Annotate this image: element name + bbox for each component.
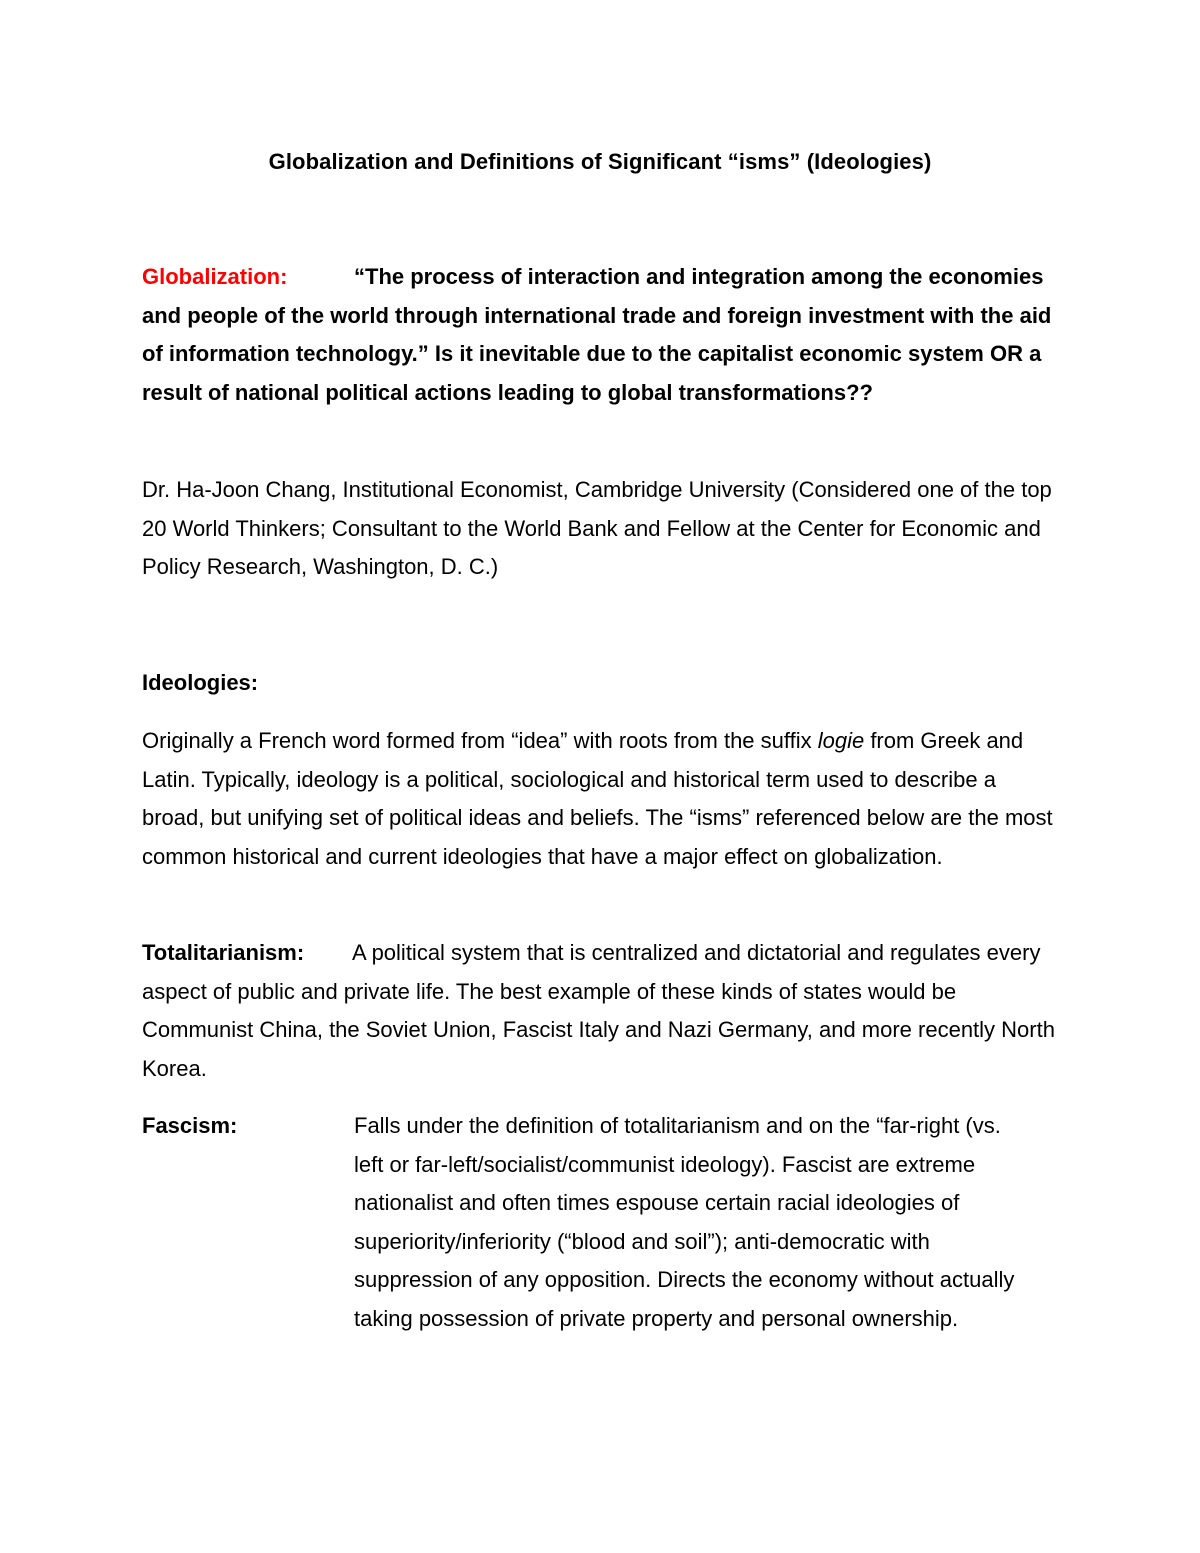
ideologies-italic-word: logie bbox=[817, 728, 865, 753]
fascism-definition: Falls under the definition of totalitarianism and on the “far-right (vs. left or far-left/socialist/communist ideology). Fascist are extreme nationalist and often times espouse certain racial ideologies of superiority/inferiority (“blood and soil”); anti-democratic with suppression of any opposition. Directs the economy without actually taking possession of private property and personal ownership. bbox=[354, 1113, 1015, 1331]
totalitarianism-term: Totalitarianism: bbox=[142, 940, 305, 965]
fascism-paragraph bbox=[142, 1107, 1062, 1339]
totalitarianism-definition: A political system that is centralized and dictatorial and regulates every aspect of public and private life. The best example of these kinds of states would be Communist China, the Soviet Union, Fascist Italy and Nazi Germany, and more recently North Korea. bbox=[142, 940, 1055, 1081]
globalization-term: Globalization: bbox=[142, 264, 288, 289]
ideologies-paragraph bbox=[142, 722, 1062, 876]
globalization-definition: “The process of interaction and integration among the economies and people of the world through international trade and foreign investment with the aid of information technology.” Is it inevitable due to the capitalist economic system OR a result of national political actions leading to global transformations?? bbox=[142, 264, 1052, 405]
ideologies-heading: Ideologies: bbox=[142, 670, 259, 695]
document-title: Globalization and Definitions of Significant “isms” (Ideologies) bbox=[268, 149, 932, 174]
globalization-paragraph bbox=[142, 258, 1062, 412]
ideologies-text-start: Originally a French word formed from “idea” with roots from the suffix bbox=[142, 728, 818, 753]
totalitarianism-paragraph bbox=[142, 934, 1062, 1088]
ideologies-text-end: from Greek and Latin. Typically, ideology is a political, sociological and historical term used to describe a broad, but unifying set of political ideas and beliefs. The “isms” referenced below are the most common historical and current ideologies that have a major effect on globalization. bbox=[142, 728, 1053, 869]
fascism-term: Fascism: bbox=[142, 1113, 238, 1138]
attribution-paragraph: Dr. Ha-Joon Chang, Institutional Economist, Cambridge University (Considered one of the top 20 World Thinkers; Consultant to the World Bank and Fellow at the Center for Economic and Policy Research, Washington, D. C.) bbox=[142, 477, 1052, 580]
